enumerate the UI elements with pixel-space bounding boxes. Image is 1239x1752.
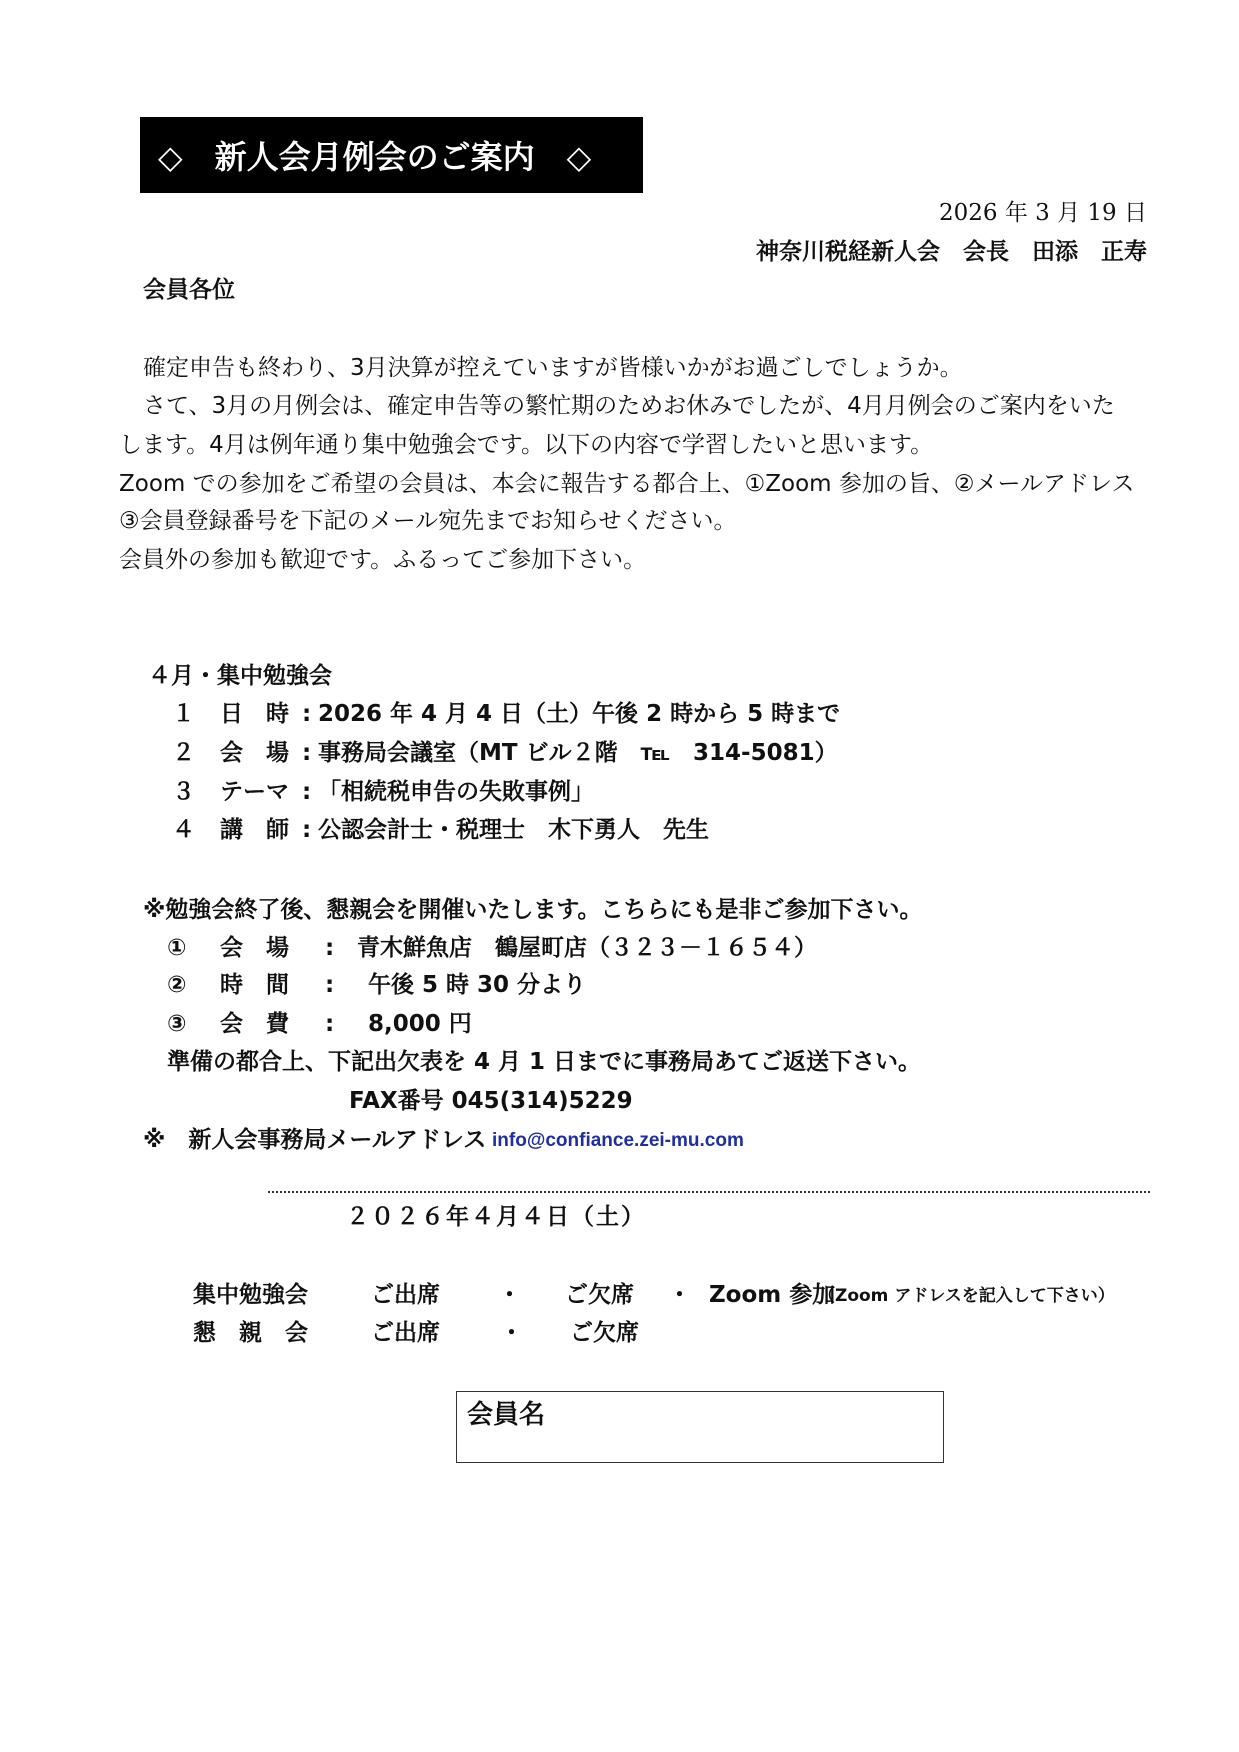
- absent-option[interactable]: ご欠席: [570, 1320, 639, 1346]
- body-line: 確定申告も終わり、3月決算が控えていますが皆様いかがお過ごしでしょうか。: [143, 355, 963, 381]
- item-colon: :: [302, 740, 312, 766]
- item-number: ③: [167, 1011, 187, 1037]
- item-label: 会 場: [220, 935, 289, 961]
- separator: ・: [500, 1320, 523, 1346]
- reply-note: 準備の都合上、下記出欠表を 4 月 1 日までに事務局あてご返送下さい。: [167, 1049, 922, 1075]
- item-colon: :: [302, 817, 312, 843]
- zoom-option[interactable]: Zoom 参加: [709, 1282, 836, 1308]
- body-line: Zoom での参加をご希望の会員は、本会に報告する都合上、①Zoom 参加の旨、②メールアドレス: [119, 471, 1135, 497]
- item-value: 「相続税申告の失敗事例」: [318, 779, 594, 805]
- sender: 神奈川税経新人会 会長 田添 正寿: [756, 239, 1147, 265]
- item-number: ３: [172, 779, 195, 805]
- absent-option[interactable]: ご欠席: [565, 1282, 634, 1308]
- item-label: 講 師: [220, 817, 289, 843]
- item-number: ４: [172, 817, 195, 843]
- item-number: ２: [172, 740, 195, 766]
- seminar-heading: ４月・集中勉強会: [148, 663, 332, 689]
- email-link[interactable]: info@confiance.zei-mu.com: [492, 1130, 744, 1151]
- item-colon: :: [325, 935, 335, 961]
- item-colon: :: [302, 701, 312, 727]
- item-label: テーマ: [220, 779, 289, 805]
- item-label: 会 費: [220, 1011, 289, 1037]
- item-number: ①: [167, 935, 187, 961]
- item-colon: :: [302, 779, 312, 805]
- item-value: 2026 年 4 月 4 日（土）午後 2 時から 5 時まで: [318, 701, 841, 727]
- form-date: ２０２６年４月４日（土）: [346, 1204, 646, 1230]
- item-colon: :: [325, 1011, 335, 1037]
- item-value: 午後 5 時 30 分より: [368, 972, 587, 998]
- event-label: 集中勉強会: [193, 1282, 308, 1308]
- member-name-field[interactable]: [456, 1391, 944, 1463]
- item-value: 8,000 円: [368, 1011, 472, 1037]
- item-label: 日 時: [220, 701, 289, 727]
- body-line: します。4月は例年通り集中勉強会です。以下の内容で学習したいと思います。: [119, 432, 934, 458]
- party-intro: ※勉強会終了後、懇親会を開催いたします。こちらにも是非ご参加下さい。: [143, 897, 923, 923]
- item-number: ②: [167, 972, 187, 998]
- item-value: 公認会計士・税理士 木下勇人 先生: [318, 817, 709, 843]
- attend-option[interactable]: ご出席: [371, 1320, 440, 1346]
- document-title: [140, 117, 643, 193]
- item-label: 時 間: [220, 972, 289, 998]
- item-value: 青木鮮魚店 鶴屋町店（３２３－１６５４）: [357, 935, 817, 961]
- body-line: 会員外の参加も歓迎です。ふるってご参加下さい。: [119, 547, 647, 573]
- title-text: ◇ 新人会月例会のご案内 ◇: [158, 138, 592, 176]
- attend-option[interactable]: ご出席: [371, 1282, 440, 1308]
- member-name-label: 会員名: [467, 1400, 546, 1430]
- email-label: ※ 新人会事務局メールアドレス: [143, 1127, 487, 1153]
- salutation: 会員各位: [143, 277, 235, 303]
- zoom-note: （Zoom アドレスを記入して下さい）: [818, 1286, 1115, 1306]
- event-label: 懇 親 会: [193, 1320, 308, 1346]
- fax-number: FAX番号 045(314)5229: [349, 1088, 633, 1114]
- body-line: ③会員登録番号を下記のメール宛先までお知らせください。: [119, 508, 737, 534]
- separator: ・: [498, 1282, 521, 1308]
- separator: ・: [668, 1282, 691, 1308]
- item-label: 会 場: [220, 740, 289, 766]
- item-colon: :: [325, 972, 335, 998]
- issue-date: 2026 年 3 月 19 日: [939, 200, 1147, 226]
- body-line: さて、3月の月例会は、確定申告等の繁忙期のためお休みでしたが、4月月例会のご案内をいた: [143, 393, 1115, 419]
- item-value: 事務局会議室（MT ビル２階 ℡ 314-5081）: [318, 740, 838, 766]
- item-number: １: [172, 701, 195, 727]
- cut-line-divider: [268, 1191, 1150, 1193]
